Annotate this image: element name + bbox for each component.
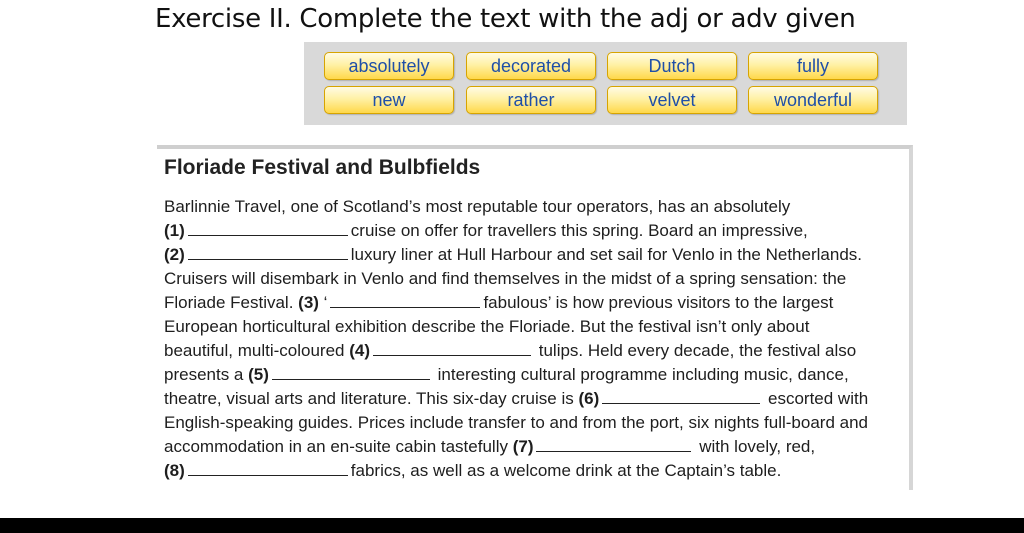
line-text: European horticultural exhibition describe the Floriade. But the festival isn’t only about	[164, 317, 810, 336]
article-line	[164, 436, 815, 458]
word-bank	[304, 42, 907, 125]
line-text: Floriade Festival.	[164, 293, 294, 312]
gap-number: (1)	[164, 221, 185, 240]
gap-number: (2)	[164, 245, 185, 264]
article-line	[164, 364, 849, 386]
article-line	[164, 460, 781, 482]
answer-blank-4[interactable]	[373, 354, 531, 356]
answer-blank-7[interactable]	[536, 450, 691, 452]
article-line	[164, 244, 862, 266]
answer-blank-6[interactable]	[602, 402, 760, 404]
answer-blank-8[interactable]	[188, 474, 348, 476]
word-option[interactable]: velvet	[607, 86, 737, 114]
gap-number: (6)	[578, 389, 600, 408]
line-text: theatre, visual arts and literature. This six-day cruise is	[164, 389, 574, 408]
line-text: fabrics, as well as a welcome drink at the Captain’s table.	[350, 461, 782, 480]
word-option[interactable]: wonderful	[748, 86, 878, 114]
answer-blank-2[interactable]	[188, 258, 348, 260]
article-line: Floriade Festival. (3) ‘ fabulous’ is how previous visitors to the largest	[164, 293, 834, 312]
line-text: Barlinnie Travel, one of Scotland’s most reputable tour operators, has an absolutely	[164, 197, 791, 216]
word-option[interactable]: decorated	[466, 52, 596, 80]
article-line	[164, 412, 868, 434]
answer-blank-3[interactable]	[330, 306, 480, 308]
line-text: fabulous’ is how previous visitors to the largest	[483, 293, 834, 312]
gap-number: (5)	[248, 365, 269, 384]
line-text: presents a	[164, 365, 244, 384]
answer-blank-1[interactable]	[188, 234, 348, 236]
line-text: beautiful, multi-coloured	[164, 341, 345, 360]
word-option[interactable]: new	[324, 86, 454, 114]
line-text: escorted with	[768, 389, 869, 408]
line-text: interesting cultural programme including music, dance,	[437, 365, 849, 384]
article-heading: Floriade Festival and Bulbfields	[164, 156, 481, 179]
article-line	[164, 220, 808, 242]
gap-number: (7)	[512, 437, 534, 456]
line-text: luxury liner at Hull Harbour and set sail for Venlo in the Netherlands.	[350, 245, 862, 264]
word-option[interactable]: rather	[466, 86, 596, 114]
article-line	[164, 268, 846, 290]
article-line	[164, 340, 856, 362]
line-text: English-speaking guides. Prices include transfer to and from the port, six nights full-board and	[164, 413, 868, 432]
word-option[interactable]: absolutely	[324, 52, 454, 80]
article-line	[164, 388, 868, 410]
answer-blank-5[interactable]	[272, 378, 430, 380]
line-text: tulips. Held every decade, the festival also	[538, 341, 857, 360]
line-text: cruise on offer for travellers this spring. Board an impressive,	[350, 221, 808, 240]
article-line	[164, 196, 790, 218]
line-text: Cruisers will disembark in Venlo and find themselves in the midst of a spring sensation: the	[164, 269, 847, 288]
word-option[interactable]: fully	[748, 52, 878, 80]
bottom-black-bar	[0, 518, 1024, 533]
gap-number: (4)	[349, 341, 370, 360]
article-line	[164, 316, 809, 338]
line-text: accommodation in an en-suite cabin tastefully	[164, 437, 508, 456]
gap-number: (3)	[298, 293, 319, 312]
exercise-title: Exercise II. Complete the text with the adj or adv given	[155, 4, 856, 34]
line-text: with lovely, red,	[699, 437, 816, 456]
word-option[interactable]: Dutch	[607, 52, 737, 80]
gap-number: (8)	[164, 461, 185, 480]
